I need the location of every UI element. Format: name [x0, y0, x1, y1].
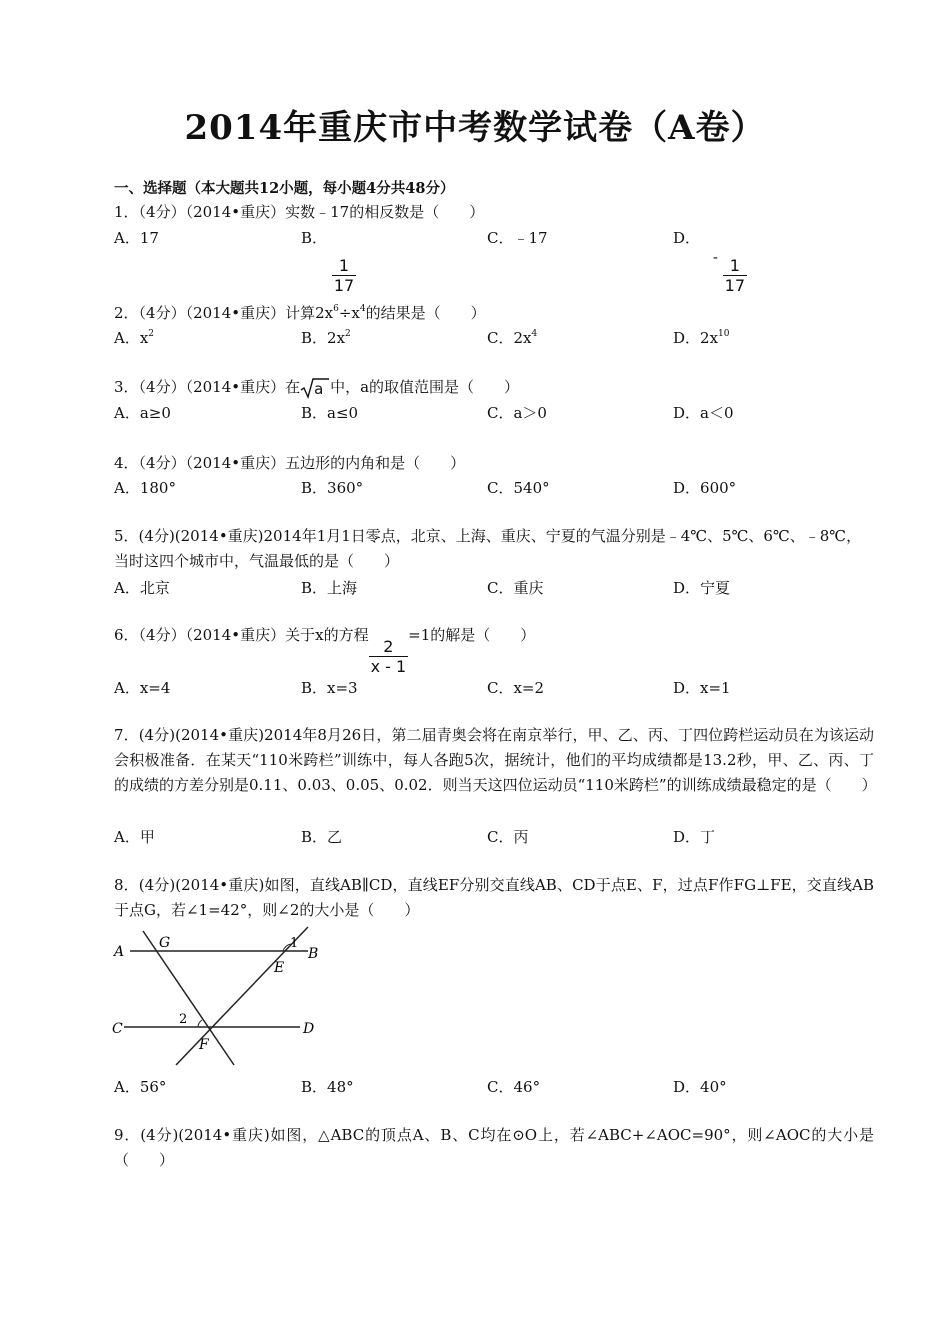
q7-option-b: B．乙 — [301, 828, 343, 846]
q3-option-d: D．a＜0 — [673, 404, 734, 422]
q8-figure — [110, 925, 330, 1070]
q3-option-b: B．a≤0 — [301, 404, 359, 422]
q3-option-a: A．a≥0 — [114, 404, 171, 422]
q4-option-a: A．180° — [114, 479, 176, 497]
q1-option-b — [301, 227, 356, 295]
q1-option-c: C．﹣17 — [487, 229, 548, 247]
q8-option-c: C．46° — [487, 1078, 541, 1096]
q6-option-b: B．x=3 — [301, 679, 358, 697]
q2-option-b — [301, 327, 351, 348]
label-c: C — [112, 1021, 123, 1037]
section-heading: 一、选择题（本大题共12小题，每小题4分共48分） — [114, 180, 455, 197]
page-title: 2014年重庆市中考数学试卷（A卷） — [184, 108, 766, 148]
sqrt-expression — [300, 377, 330, 399]
q4-option-b: B．360° — [301, 479, 364, 497]
denominator: 17 — [333, 276, 355, 295]
q1-option-a: A．17 — [114, 229, 159, 247]
q6-option-d: D．x=1 — [673, 679, 731, 697]
question-3-stem — [114, 376, 519, 399]
stem-text: 3．（4分）（2014•重庆）在 — [114, 378, 301, 396]
option-text: C．2x — [487, 329, 532, 347]
q7-option-a: A．甲 — [114, 828, 155, 846]
angle-2-arc — [198, 1020, 202, 1027]
q2-option-c — [487, 327, 537, 348]
minus-sign: - — [712, 248, 718, 266]
stem-text: 2．（4分）（2014•重庆）计算2x — [114, 304, 334, 322]
numerator: 2 — [383, 637, 394, 656]
q8-option-a: A．56° — [114, 1078, 167, 1096]
option-text: B．2x — [301, 329, 346, 347]
q1-option-d — [673, 227, 747, 295]
q3-option-c: C．a＞0 — [487, 404, 547, 422]
option-text: A．x — [114, 329, 149, 347]
exponent: 4 — [531, 329, 538, 339]
option-label: D． — [673, 229, 701, 247]
option-label: B． — [301, 229, 328, 247]
denominator: x - 1 — [370, 657, 407, 676]
radicand: a — [314, 380, 324, 398]
stem-text: 的结果是（ ） — [365, 304, 486, 322]
fraction — [723, 256, 747, 295]
q5-option-b: B．上海 — [301, 579, 358, 597]
exponent: 2 — [148, 329, 155, 339]
q6-option-a: A．x=4 — [114, 679, 171, 697]
q5-option-c: C．重庆 — [487, 579, 544, 597]
q5-option-d: D．宁夏 — [673, 579, 731, 597]
label-d: D — [303, 1021, 315, 1037]
fraction — [332, 256, 356, 295]
numerator: 1 — [729, 256, 740, 275]
label-a: A — [114, 944, 125, 960]
label-angle-2: 2 — [179, 1012, 188, 1027]
q7-option-c: C．丙 — [487, 828, 529, 846]
question-1-stem: 1．（4分）（2014•重庆）实数﹣17的相反数是（ ） — [114, 203, 485, 221]
q8-option-b: B．48° — [301, 1078, 354, 1096]
fraction — [369, 637, 409, 676]
q5-option-a: A．北京 — [114, 579, 170, 597]
exponent: 10 — [718, 329, 730, 339]
question-2-stem — [114, 302, 486, 323]
q2-option-d — [673, 327, 729, 348]
q6-option-c: C．x=2 — [487, 679, 545, 697]
q4-option-c: C．540° — [487, 479, 550, 497]
q2-option-a — [114, 327, 154, 348]
label-e: E — [274, 960, 285, 976]
stem-text: =1的解是（ ） — [408, 626, 536, 644]
question-4-stem: 4．（4分）（2014•重庆）五边形的内角和是（ ） — [114, 454, 466, 472]
numerator: 1 — [338, 256, 350, 275]
q8-option-d: D．40° — [673, 1078, 727, 1096]
option-text: D．2x — [673, 329, 719, 347]
q7-option-d: D．丁 — [673, 828, 716, 846]
exponent: 6 — [333, 304, 339, 314]
question-6-stem — [114, 624, 535, 676]
stem-text: 中，a的取值范围是（ ） — [330, 378, 520, 396]
label-f: F — [199, 1037, 209, 1053]
exponent: 4 — [359, 304, 366, 314]
question-5-stem: 5．(4分)(2014•重庆)2014年1月1日零点，北京、上海、重庆、宁夏的气温分别是﹣4℃、5℃、6℃、﹣8℃，当时这四个城市中，气温最低的是（ ） — [114, 527, 862, 570]
stem-text: ÷x — [338, 304, 360, 322]
label-g: G — [159, 935, 171, 951]
question-8-stem: 8．(4分)(2014•重庆)如图，直线AB∥CD，直线EF分别交直线AB、CD于点E、F，过点F作FG⊥FE，交直线AB于点G，若∠1=42°，则∠2的大小是（ ） — [114, 876, 874, 919]
line-ef — [176, 927, 308, 1065]
exponent: 2 — [345, 329, 351, 339]
denominator: 17 — [724, 276, 746, 295]
question-9-stem: 9．(4分)(2014•重庆)如图，△ABC的顶点A、B、C均在⊙O上，若∠ABC+∠AOC=90°，则∠AOC的大小是（ ） — [114, 1126, 874, 1169]
label-angle-1: 1 — [290, 936, 299, 951]
question-7-stem: 7．(4分)(2014•重庆)2014年8月26日，第二届青奥会将在南京举行，甲、乙、丙、丁四位跨栏运动员在为该运动会积极准备．在某天“110米跨栏”训练中，每人各跑5次，据统计，他们的平均成绩都是13.2秒，甲、乙、丙、丁的成绩的方差分别是0.11、0.03、0.05、0.02．则当天这四位运动员“110米跨栏”的训练成绩最稳定的是（ ） — [114, 726, 877, 794]
stem-text: 6．（4分）（2014•重庆）关于x的方程 — [114, 626, 369, 644]
q4-option-d: D．600° — [673, 479, 737, 497]
label-b: B — [308, 946, 319, 962]
